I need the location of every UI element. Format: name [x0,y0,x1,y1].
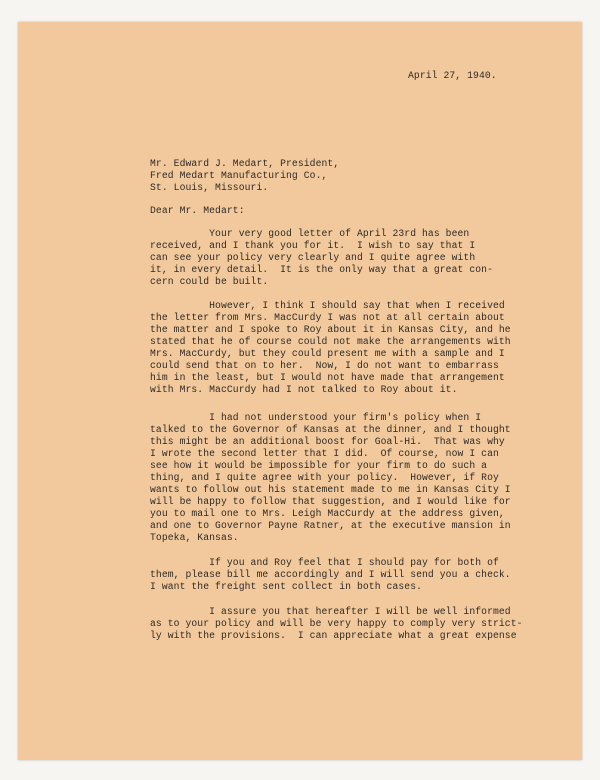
paragraph-line: cern could be built. [150,276,269,287]
paragraph-line: can see your policy very clearly and I quite agree with [150,252,476,263]
paragraph-line: Topeka, Kansas. [150,532,239,543]
paragraph-line: I wrote the second letter that I did. Of course, now I can [150,448,499,459]
paragraph-line: ly with the provisions. I can appreciate what a great expense [150,630,517,641]
paragraph-line: the letter from Mrs. MacCurdy I was not at all certain about [150,312,505,323]
paragraph-line: with Mrs. MacCurdy had I not talked to Roy about it. [150,384,458,395]
letter-date: April 27, 1940. [408,70,497,81]
paragraph-line: the matter and I spoke to Roy about it in Kansas City, and he [150,324,511,335]
paragraph-line: and one to Governor Payne Ratner, at the executive mansion in [150,520,511,531]
paragraph-line: wants to follow out his statement made to me in Kansas City I [150,484,511,495]
paragraph-line: will be happy to follow that suggestion, and I would like for [150,496,511,507]
paragraph-line: could send that on to her. Now, I do not want to embarrass [150,360,499,371]
paragraph-line: I assure you that hereafter I will be well informed [150,606,511,617]
paragraph-line: him in the least, but I would not have made that arrangement [150,372,505,383]
salutation: Dear Mr. Medart: [150,205,245,216]
paragraph-line: Your very good letter of April 23rd has been [150,228,470,239]
paragraph-line: If you and Roy feel that I should pay for both of [150,557,499,568]
address-line: St. Louis, Missouri. [150,182,269,193]
paragraph-line: Mrs. MacCurdy, but they could present me with a sample and I [150,348,505,359]
paragraph-line: as to your policy and will be very happy to comply very strict- [150,618,523,629]
paragraph-line: this might be an additional boost for Goal-Hi. That was why [150,436,505,447]
address-line: Mr. Edward J. Medart, President, [150,158,340,169]
paragraph-line: However, I think I should say that when I received [150,300,505,311]
paragraph-line: them, please bill me accordingly and I will send you a check. [150,569,511,580]
paragraph-line: see how it would be impossible for your firm to do such a [150,460,488,471]
paragraph-line: received, and I thank you for it. I wish to say that I [150,240,476,251]
paragraph-line: thing, and I quite agree with your policy. However, if Roy [150,472,499,483]
address-line: Fred Medart Manufacturing Co., [150,170,328,181]
paragraph-line: stated that he of course could not make the arrangements with [150,336,511,347]
paragraph-line: talked to the Governor of Kansas at the dinner, and I thought [150,424,511,435]
paragraph-line: I want the freight sent collect in both cases. [150,581,423,592]
paragraph-line: you to mail one to Mrs. Leigh MacCurdy at the address given, [150,508,505,519]
paragraph-line: I had not understood your firm's policy when I [150,412,482,423]
paragraph-line: it, in every detail. It is the only way that a great con- [150,264,493,275]
